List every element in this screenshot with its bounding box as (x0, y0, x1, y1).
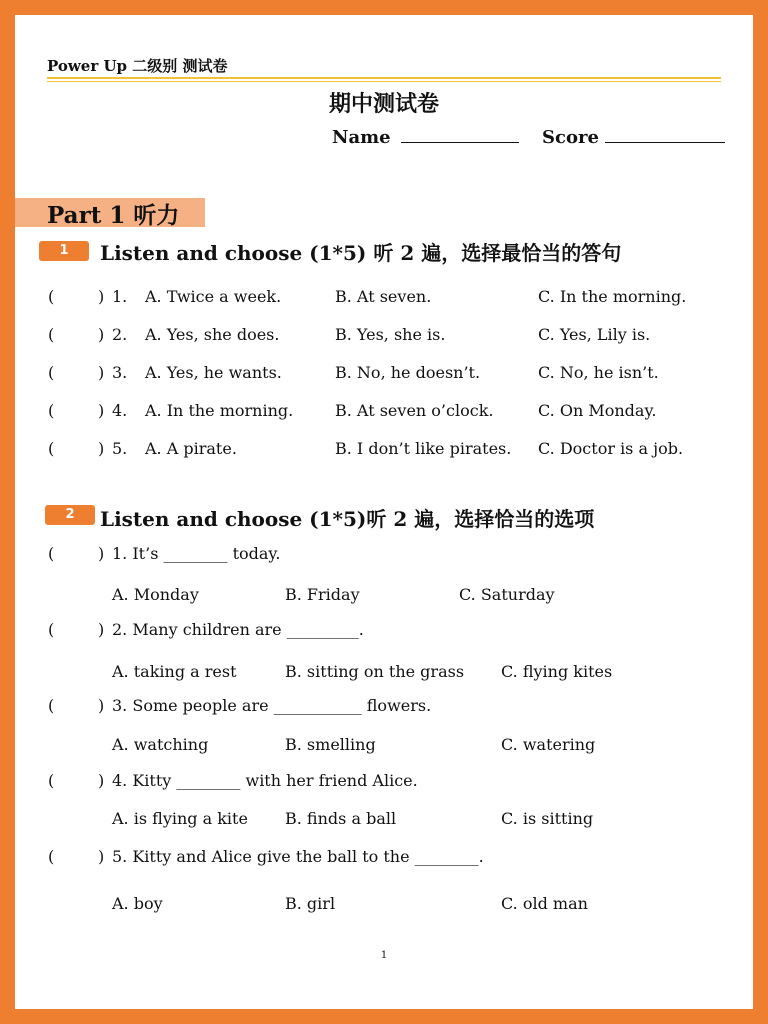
option-a: A. In the morning. (145, 401, 294, 420)
option-b: B. At seven. (335, 287, 432, 306)
section2-title: Listen and choose (1*5)听 2 遍，选择恰当的选项 (100, 507, 595, 531)
answer-bracket-close: ) (98, 544, 105, 563)
answer-bracket-close: ) (98, 771, 105, 790)
question-stem: 2. Many children are _________. (112, 620, 364, 639)
option-b: B. girl (285, 894, 336, 913)
option-a: A. Twice a week. (145, 287, 282, 306)
header-divider (47, 77, 721, 79)
question-number: 4. (112, 401, 128, 420)
answer-bracket-open: ( (48, 696, 55, 715)
option-b: B. No, he doesn’t. (335, 363, 481, 382)
score-field (542, 126, 725, 148)
name-label: Name (332, 127, 391, 148)
option-b: B. finds a ball (285, 809, 397, 828)
part1-label: Part 1 听力 (47, 202, 180, 229)
answer-bracket-open: ( (48, 439, 55, 458)
answer-bracket-close: ) (98, 363, 105, 382)
option-a: A. Yes, she does. (145, 325, 280, 344)
answer-bracket-open: ( (48, 771, 55, 790)
question-number: 3. (112, 363, 128, 382)
question-stem: 1. It’s ________ today. (112, 544, 281, 563)
question-number: 2. (112, 325, 128, 344)
section1-badge: 1 (39, 241, 89, 261)
option-b: B. Yes, she is. (335, 325, 446, 344)
question-number: 5. (112, 439, 128, 458)
header-label: Power Up 二级别 测试卷 (47, 57, 228, 75)
option-c: C. Saturday (459, 585, 555, 604)
option-c: C. watering (501, 735, 596, 754)
answer-bracket-close: ) (98, 847, 105, 866)
answer-bracket-open: ( (48, 620, 55, 639)
answer-bracket-close: ) (98, 696, 105, 715)
name-blank (401, 126, 519, 143)
answer-bracket-close: ) (98, 401, 105, 420)
option-a: A. boy (112, 894, 163, 913)
option-c: C. old man (501, 894, 588, 913)
option-a: A. watching (112, 735, 209, 754)
option-c: C. is sitting (501, 809, 594, 828)
question-stem: 5. Kitty and Alice give the ball to the ________. (112, 847, 484, 866)
option-c: C. Doctor is a job. (538, 439, 684, 458)
option-b: B. Friday (285, 585, 360, 604)
question-stem: 4. Kitty ________ with her friend Alice. (112, 771, 418, 790)
option-c: C. flying kites (501, 662, 613, 681)
option-b: B. sitting on the grass (285, 662, 465, 681)
score-blank (605, 126, 725, 143)
answer-bracket-open: ( (48, 544, 55, 563)
option-a: A. A pirate. (145, 439, 237, 458)
page-number: 1 (380, 950, 388, 961)
option-b: B. At seven o’clock. (335, 401, 494, 420)
section1-title: Listen and choose (1*5) 听 2 遍，选择最恰当的答句 (100, 241, 622, 265)
answer-bracket-open: ( (48, 287, 55, 306)
option-a: A. is flying a kite (112, 809, 248, 828)
answer-bracket-close: ) (98, 325, 105, 344)
section2-badge: 2 (45, 505, 95, 525)
answer-bracket-close: ) (98, 439, 105, 458)
answer-bracket-open: ( (48, 363, 55, 382)
option-a: A. Yes, he wants. (145, 363, 282, 382)
option-a: A. Monday (112, 585, 199, 604)
answer-bracket-close: ) (98, 620, 105, 639)
option-c: C. No, he isn’t. (538, 363, 659, 382)
name-field (332, 126, 519, 148)
option-b: B. smelling (285, 735, 376, 754)
option-b: B. I don’t like pirates. (335, 439, 512, 458)
question-stem: 3. Some people are ___________ flowers. (112, 696, 432, 715)
answer-bracket-open: ( (48, 401, 55, 420)
option-c: C. Yes, Lily is. (538, 325, 651, 344)
option-a: A. taking a rest (112, 662, 237, 681)
option-c: C. On Monday. (538, 401, 657, 420)
answer-bracket-close: ) (98, 287, 105, 306)
header-divider-thin (47, 81, 721, 82)
exam-title: 期中测试卷 (328, 91, 439, 117)
question-number: 1. (112, 287, 128, 306)
option-c: C. In the morning. (538, 287, 687, 306)
score-label: Score (542, 127, 599, 148)
answer-bracket-open: ( (48, 325, 55, 344)
answer-bracket-open: ( (48, 847, 55, 866)
